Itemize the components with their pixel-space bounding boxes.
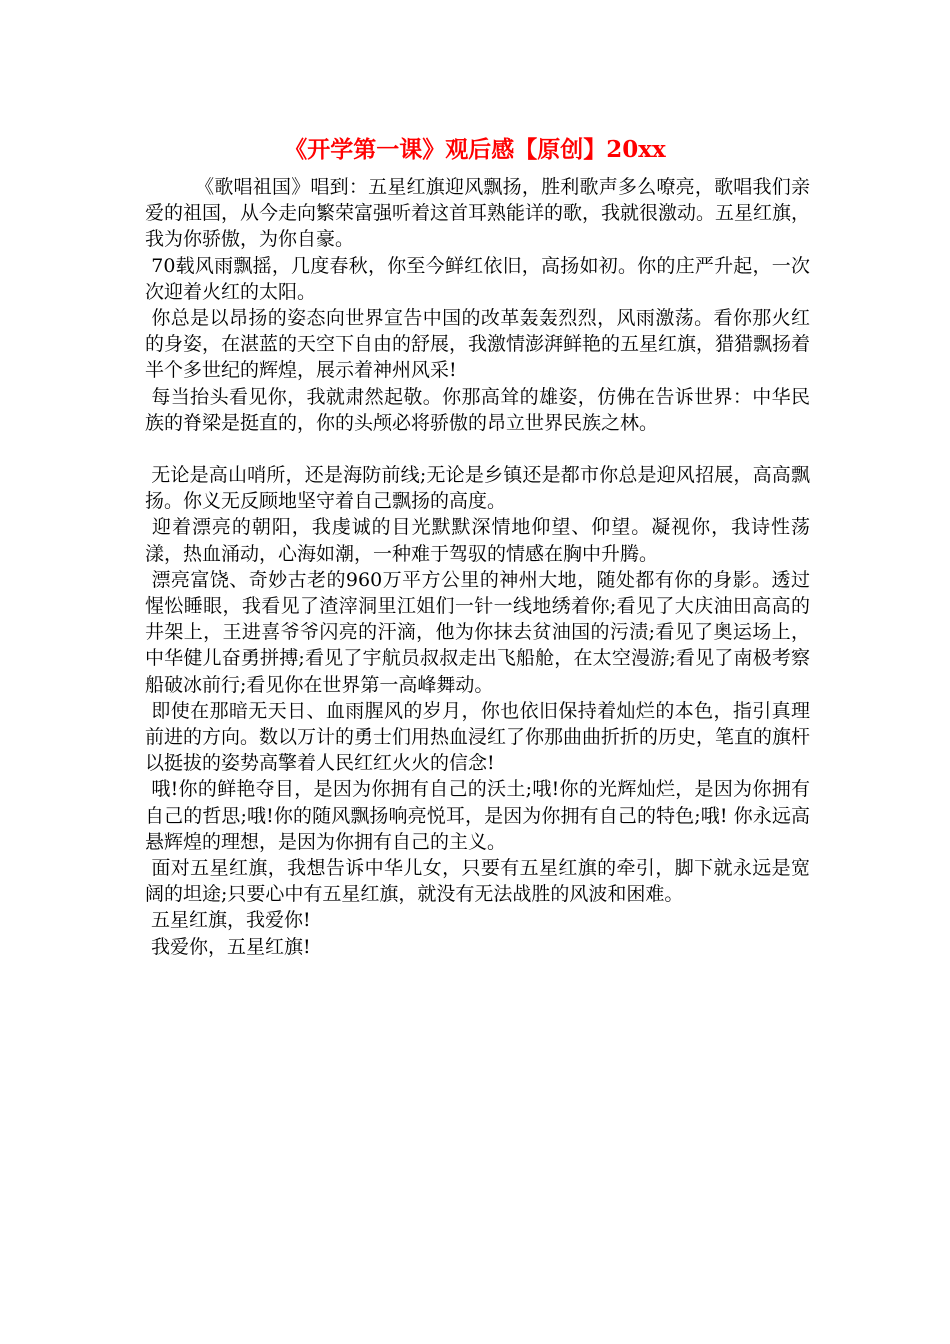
paragraph-5: 无论是高山哨所，还是海防前线;无论是乡镇还是都市你总是迎风招展，高高飘扬。你义无反顾地坚守着自己飘扬的高度。: [145, 464, 810, 513]
document-body: [145, 174, 810, 960]
paragraph-4: 每当抬头看见你，我就肃然起敬。你那高耸的雄姿，仿佛在告诉世界：中华民族的脊梁是挺直的，你的头颅必将骄傲的昂立世界民族之林。: [145, 385, 810, 434]
paragraph-6: 迎着漂亮的朝阳，我虔诚的目光默默深情地仰望、仰望。凝视你，我诗性荡漾，热血涌动，心海如潮，一种难于驾驭的情感在胸中升腾。: [145, 516, 810, 565]
paragraph-2: 70载风雨飘摇，几度春秋，你至今鲜红依旧，高扬如初。你的庄严升起，一次次迎着火红的太阳。: [145, 254, 810, 303]
paragraph-1: 《歌唱祖国》唱到：五星红旗迎风飘扬，胜利歌声多么嘹亮，歌唱我们亲爱的祖国，从今走向繁荣富强听着这首耳熟能详的歌，我就很激动。五星红旗，我为你骄傲，为你自豪。: [145, 176, 811, 251]
paragraph-9: 哦!你的鲜艳夺目，是因为你拥有自己的沃土;哦!你的光辉灿烂，是因为你拥有自己的哲思;哦!你的随风飘扬响亮悦耳，是因为你拥有自己的特色;哦! 你永远高悬辉煌的理想，是因为你拥有自己的主义。: [145, 778, 810, 853]
paragraph-3: 你总是以昂扬的姿态向世界宣告中国的改革轰轰烈烈，风雨激荡。看你那火红的身姿，在湛蓝的天空下自由的舒展，我激情澎湃鲜艳的五星红旗，猎猎飘扬着半个多世纪的辉煌，展示着神州风采!: [145, 307, 811, 382]
paragraph-12: 我爱你，五星红旗!: [145, 935, 311, 958]
paragraph-10: 面对五星红旗，我想告诉中华儿女，只要有五星红旗的牵引，脚下就永远是宽阔的坦途;只要心中有五星红旗，就没有无法战胜的风波和困难。: [145, 857, 810, 906]
document-title: 《开学第一课》观后感【原创】20xx: [284, 136, 666, 163]
paragraph-11: 五星红旗，我爱你!: [145, 909, 311, 932]
paragraph-7: 漂亮富饶、奇妙古老的960万平方公里的神州大地，随处都有你的身影。透过惺忪睡眼，我看见了渣滓洞里江姐们一针一线地绣着你;看见了大庆油田高高的井架上，王进喜爷爷闪亮的汗滴，他为你抹去贫油国的污渍;看见了奥运场上，中华健儿奋勇拼搏;看见了宇航员叔叔走出飞船舱，在太空漫游;看见了南极考察船破冰前行;看见你在世界第一高峰舞动。: [145, 568, 810, 696]
paragraph-8: 即使在那暗无天日、血雨腥风的岁月，你也依旧保持着灿烂的本色，指引真理前进的方向。数以万计的勇士们用热血浸红了你那曲曲折折的历史，笔直的旗杆以挺拔的姿势高擎着人民红红火火的信念!: [145, 699, 811, 775]
